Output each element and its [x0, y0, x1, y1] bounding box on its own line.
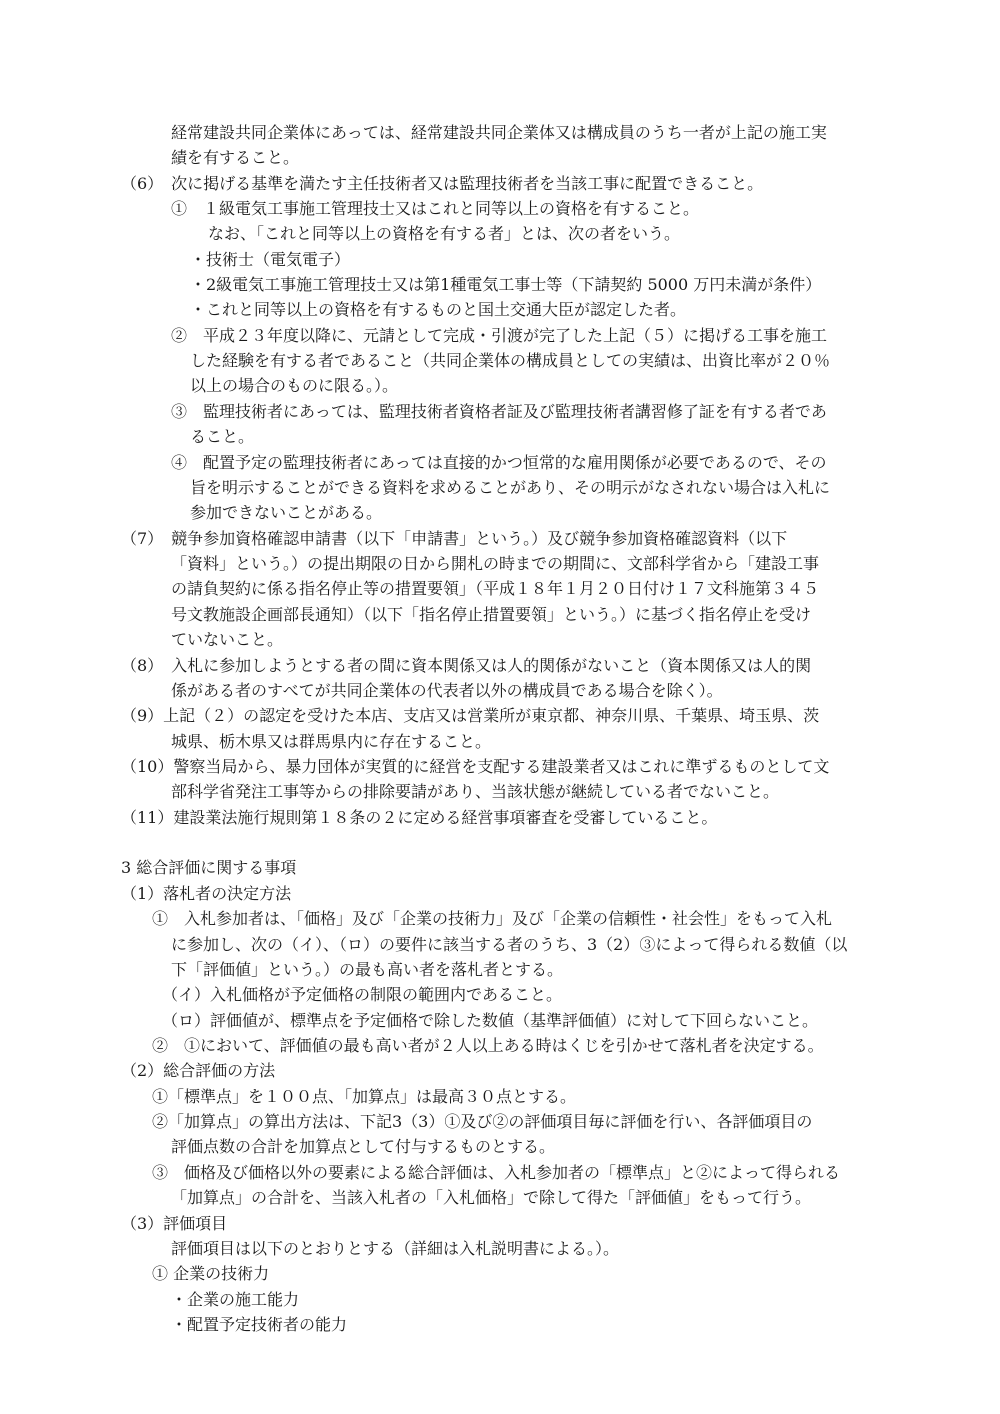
text-line: ①「標準点」を１００点、「加算点」は最高３０点とする。	[152, 1087, 577, 1106]
text-line: （3）評価項目	[121, 1214, 228, 1233]
text-line: ・2級電気工事施工管理技士又は第1種電気工事士等（下請契約 5000 万円未満が条件）	[190, 275, 822, 294]
text-line: （2）総合評価の方法	[121, 1061, 276, 1080]
text-line: ・配置予定技術者の能力	[171, 1315, 348, 1334]
text-line: （7） 競争参加資格確認申請書（以下「申請書」という。）及び競争参加資格確認資料（以下	[121, 529, 788, 548]
text-line: ② 平成２３年度以降に、元請として完成・引渡が完了した上記（５）に掲げる工事を施工	[171, 326, 828, 345]
section-heading: 3 総合評価に関する事項	[121, 858, 297, 877]
text-line: （11）建設業法施行規則第１８条の２に定める経営事項審査を受審していること。	[121, 808, 718, 827]
text-line: ① 入札参加者は、「価格」及び「企業の技術力」及び「企業の信頼性・社会性」をもって入札	[152, 909, 833, 928]
text-line: ・技術士（電気電子）	[190, 250, 351, 269]
text-line: （ロ）評価値が、標準点を予定価格で除した数値（基準評価値）に対して下回らないこと。	[162, 1011, 819, 1030]
text-line: （1）落札者の決定方法	[121, 884, 292, 903]
text-line: ③ 監理技術者にあっては、監理技術者資格者証及び監理技術者講習修了証を有する者であ	[171, 402, 827, 421]
text-line: 「資料」という。）の提出期限の日から開札の時までの期間に、文部科学省から「建設工事	[171, 554, 820, 573]
text-line: ていないこと。	[171, 630, 284, 649]
text-line: ② ①において、評価値の最も高い者が２人以上ある時はくじを引かせて落札者を決定する。	[152, 1036, 824, 1055]
text-line: ④ 配置予定の監理技術者にあっては直接的かつ恒常的な雇用関係が必要であるので、その	[171, 453, 827, 472]
text-line: 参加できないことがある。	[190, 503, 383, 522]
text-line: ・これと同等以上の資格を有するものと国土交通大臣が認定した者。	[190, 300, 687, 319]
text-line: ること。	[190, 427, 255, 446]
text-line: 旨を明示することができる資料を求めることがあり、その明示がなされない場合は入札に	[190, 478, 831, 497]
text-line: ・企業の施工能力	[171, 1290, 300, 1309]
text-line: の請負契約に係る指名停止等の措置要領」（平成１８年１月２０日付け１７文科施第３４５	[171, 579, 820, 598]
text-line: に参加し、次の（イ）、（ロ）の要件に該当する者のうち、3（2）③によって得られる数値（以	[171, 935, 848, 954]
text-line: （9）上記（２）の認定を受けた本店、支店又は営業所が東京都、神奈川県、千葉県、埼玉県、茨	[121, 706, 820, 725]
text-line: ① １級電気工事施工管理技士又はこれと同等以上の資格を有すること。	[171, 199, 700, 218]
text-line: 部科学省発注工事等からの排除要請があり、当該状態が継続している者でないこと。	[171, 782, 780, 801]
text-line: 評価点数の合計を加算点として付与するものとする。	[171, 1137, 556, 1156]
text-line: 以上の場合のものに限る。）。	[190, 376, 399, 395]
text-line: （10）警察当局から、暴力団体が実質的に経営を支配する建設業者又はこれに準ずるものとして文	[121, 757, 830, 776]
text-line: 号文教施設企画部長通知）（以下「指名停止措置要領」という。）に基づく指名停止を受け	[171, 605, 812, 624]
text-line: 城県、栃木県又は群馬県内に存在すること。	[171, 732, 492, 751]
text-line: 下「評価値」という。）の最も高い者を落札者とする。	[171, 960, 564, 979]
text-line: ③ 価格及び価格以外の要素による総合評価は、入札参加者の「標準点」と②によって得られる	[152, 1163, 841, 1182]
text-line: 「加算点」の合計を、当該入札者の「入札価格」で除して得た「評価値」をもって行う。	[171, 1188, 812, 1207]
text-line: （イ）入札価格が予定価格の制限の範囲内であること。	[162, 985, 563, 1004]
text-line: 経常建設共同企業体にあっては、経常建設共同企業体又は構成員のうち一者が上記の施工実	[171, 123, 827, 142]
text-line: した経験を有する者であること（共同企業体の構成員としての実績は、出資比率が２０％	[190, 351, 831, 370]
text-line: （6） 次に掲げる基準を満たす主任技術者又は監理技術者を当該工事に配置できること。	[121, 174, 764, 193]
text-line: （8） 入札に参加しようとする者の間に資本関係又は人的関係がないこと（資本関係又は人的関	[121, 656, 812, 675]
text-line: 係がある者のすべてが共同企業体の代表者以外の構成員である場合を除く）。	[171, 681, 723, 700]
text-line: なお、「これと同等以上の資格を有する者」とは、次の者をいう。	[208, 224, 681, 243]
text-line: 評価項目は以下のとおりとする（詳細は入札説明書による。）。	[171, 1239, 620, 1258]
text-line: ②「加算点」の算出方法は、下記3（3）①及び②の評価項目毎に評価を行い、各評価項目の	[152, 1112, 813, 1131]
text-line: ① 企業の技術力	[152, 1264, 270, 1283]
text-line: 績を有すること。	[171, 148, 300, 167]
